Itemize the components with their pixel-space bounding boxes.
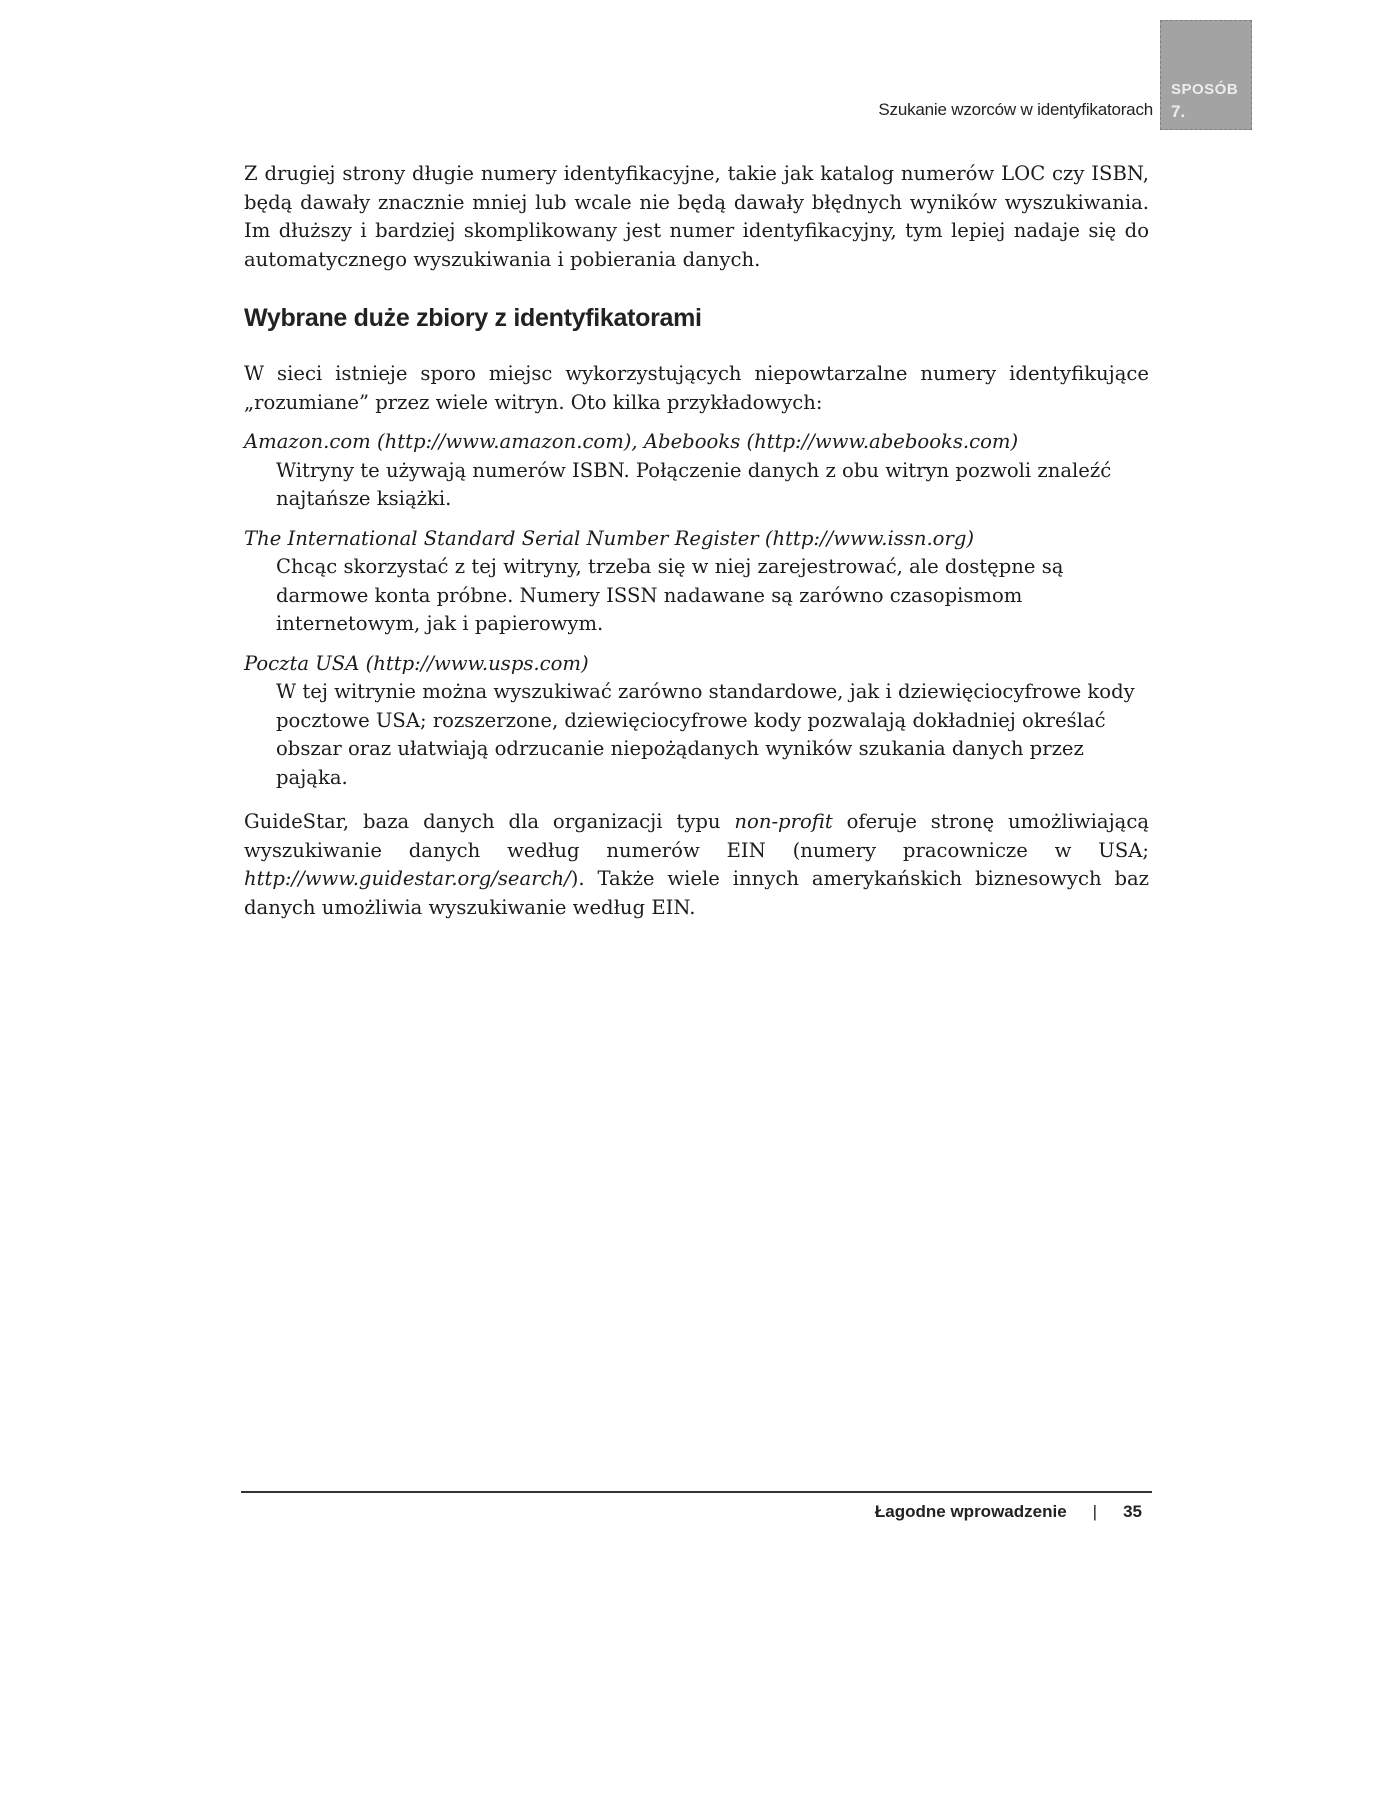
section-lead-paragraph: W sieci istnieje sporo miejsc wykorzystujących niepowtarzalne numery identyfikujące „rozumiane” przez wiele witryn. Oto kilka przykładowych:	[244, 362, 1149, 414]
site-description: W tej witrynie można wyszukiwać zarówno standardowe, jak i dziewięciocyfrowe kody pocztowe USA; rozszerzone, dziewięciocyfrowe kody pozwalają dokładniej określać obszar oraz ułatwiają odrzucanie niepożądanych wyników szukania danych przez pająka.	[276, 680, 1135, 789]
site-term: The International Standard Serial Number Register (http://www.issn.org)	[244, 526, 975, 550]
site-description: Witryny te używają numerów ISBN. Połączenie danych z obu witryn pozwoli znaleźć najtańsze książki.	[276, 458, 1112, 510]
site-description: Chcąc skorzystać z tej witryny, trzeba się w niej zarejestrować, ale dostępne są darmowe konta próbne. Numery ISSN nadawane są zarówno czasopismom internetowym, jak i papierowym.	[276, 555, 1064, 635]
site-term: Amazon.com (http://www.amazon.com), Abebooks (http://www.abebooks.com)	[244, 430, 1019, 453]
chapter-tab-number: 7.	[1171, 102, 1186, 121]
running-header-title: Szukanie wzorców w identyfikatorach	[878, 100, 1153, 119]
section-heading: Wybrane duże zbiory z identyfikatorami	[244, 304, 702, 332]
intro-paragraph: Z drugiej strony długie numery identyfikacyjne, takie jak katalog numerów LOC czy ISBN, będą dawały znacznie mniej lub wcale nie będą dawały błędnych wyników wyszukiwania. Im dłuższy i bardziej skomplikowany jest numer identyfikacyjny, tym lepiej nadaje się do automatycznego wyszukiwania i pobierania danych.	[244, 162, 1149, 271]
footer-book-title: Łagodne wprowadzenie	[874, 1502, 1067, 1521]
footer-separator: |	[1092, 1502, 1098, 1521]
guidestar-url: http://www.guidestar.org/search/	[244, 867, 571, 890]
final-text-part: oferuje stronę umożliwiającą wyszukiwanie danych według numerów EIN (numery pracownicze w USA;	[244, 810, 1149, 862]
site-term: Poczta USA (http://www.usps.com)	[244, 651, 589, 675]
final-italic-term: non-profit	[734, 810, 833, 833]
footer	[760, 1502, 1142, 1522]
chapter-tab-label: SPOSÓB	[1171, 81, 1239, 98]
footer-rule	[241, 1491, 1152, 1493]
chapter-tab	[1160, 20, 1252, 130]
site-list	[244, 428, 1149, 792]
final-paragraph	[244, 808, 1149, 922]
page-body	[244, 160, 1149, 922]
final-text-part: ). Także wiele innych amerykańskich biznesowych baz danych umożliwia wyszukiwanie według EIN.	[244, 867, 1149, 919]
page-number: 35	[1123, 1502, 1142, 1521]
final-text-part: GuideStar, baza danych dla organizacji typu	[244, 810, 735, 833]
